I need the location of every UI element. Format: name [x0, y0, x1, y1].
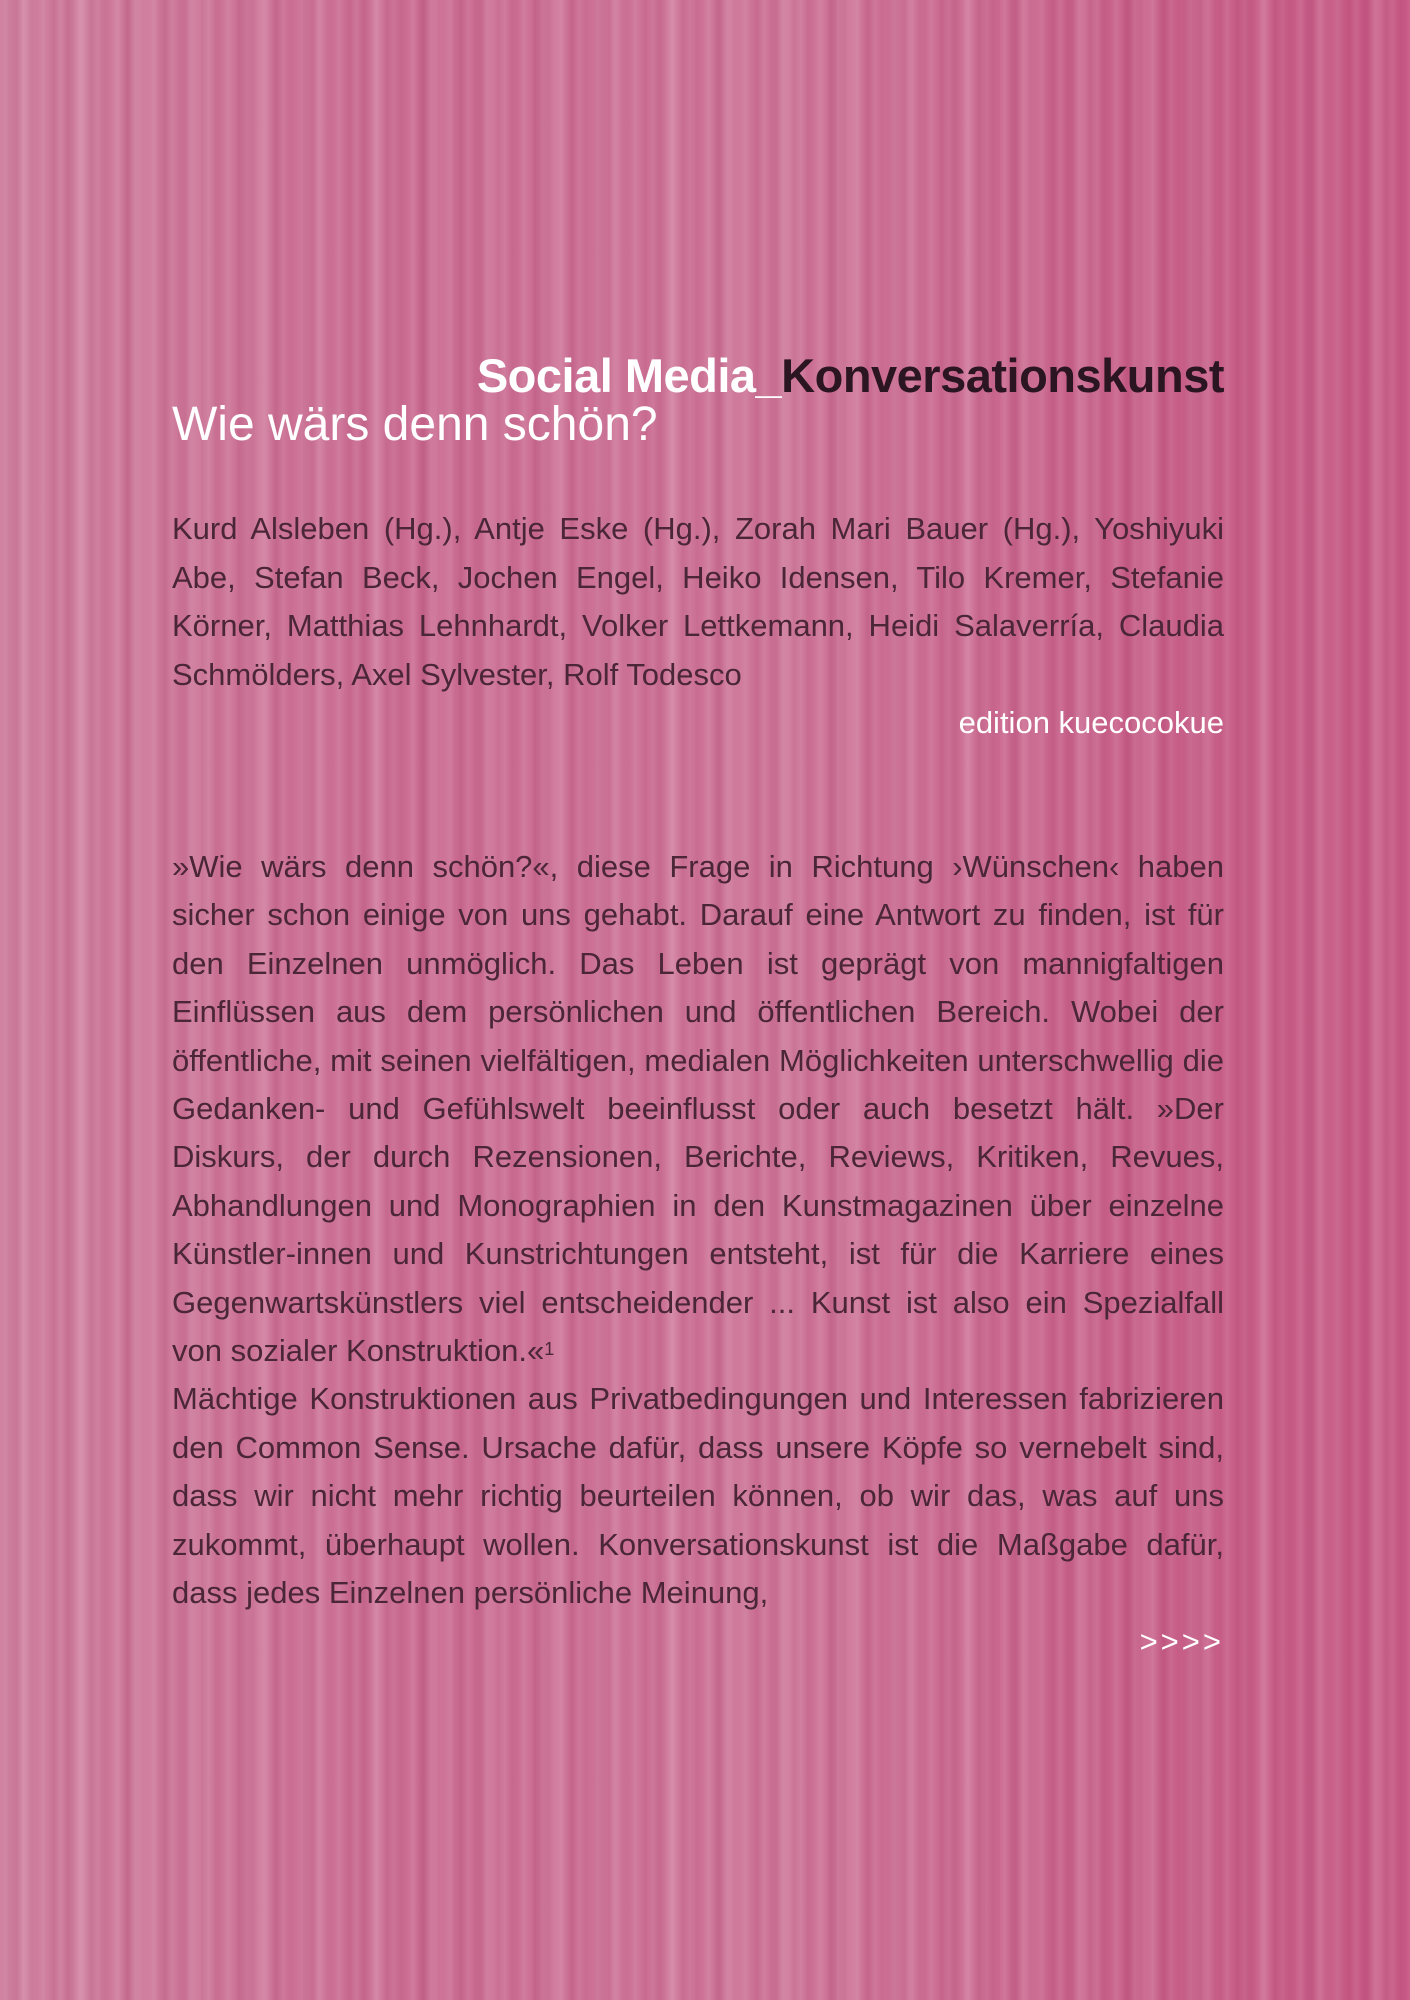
- footnote-reference: 1: [544, 1339, 555, 1360]
- continue-marker: >>>>: [1139, 1623, 1224, 1659]
- blurb-paragraph-2: Mächtige Konstruktionen aus Privatbedingungen und Interessen fabrizieren den Common Sense. Ursache dafür, dass unsere Köpfe so vernebelt sind, dass wir nicht mehr richtig beurteilen können, ob wir das, was auf uns zukommt, überhaupt wollen. Konversationskunst ist die Maßgabe dafür, dass jedes Einzelnen persönliche Meinung,: [172, 1381, 1224, 1611]
- book-cover: [172, 349, 1224, 1666]
- blurb-text: [172, 843, 1224, 1666]
- book-subtitle: Wie wärs denn schön?: [172, 398, 658, 451]
- author-list: Kurd Alsleben (Hg.), Antje Eske (Hg.), Zorah Mari Bauer (Hg.), Yoshiyuki Abe, Stefan Beck, Jochen Engel, Heiko Idensen, Tilo Kremer, Stefanie Körner, Matthias Lehnhardt, Volker Lettkemann, Heidi Salaverría, Claudia Schmölders, Axel Sylvester, Rolf Todesco: [172, 511, 1224, 692]
- title-part-konversationskunst: Konversationskunst: [781, 349, 1224, 402]
- publisher-name: edition kuecocokue: [958, 705, 1224, 740]
- title-part-social-media: Social Media_: [476, 349, 782, 402]
- blurb-paragraph-1-text: »Wie wärs denn schön?«, diese Frage in Richtung ›Wünschen‹ haben sicher schon einige von uns gehabt. Darauf eine Antwort zu finden, ist für den Einzelnen unmöglich. Das Leben ist geprägt von mannigfaltigen Einflüssen aus dem persönlichen und öffentlichen Bereich. Wobei der öffentliche, mit seinen vielfältigen, medialen Möglichkeiten unterschwellig die Gedanken- und Gefühlswelt beeinflusst oder auch besetzt hält. »Der Diskurs, der durch Rezensionen, Berichte, Reviews, Kritiken, Revues, Abhandlungen und Monographien in den Kunstmagazinen über einzelne Künstler-innen und Kunstrichtungen entsteht, ist für die Karriere eines Gegenwartskünstlers viel entscheidender ... Kunst ist also ein Spezialfall von sozialer Konstruktion.«: [172, 849, 1224, 1369]
- book-title: [172, 349, 1224, 402]
- blurb-paragraph-1: [172, 843, 1224, 1375]
